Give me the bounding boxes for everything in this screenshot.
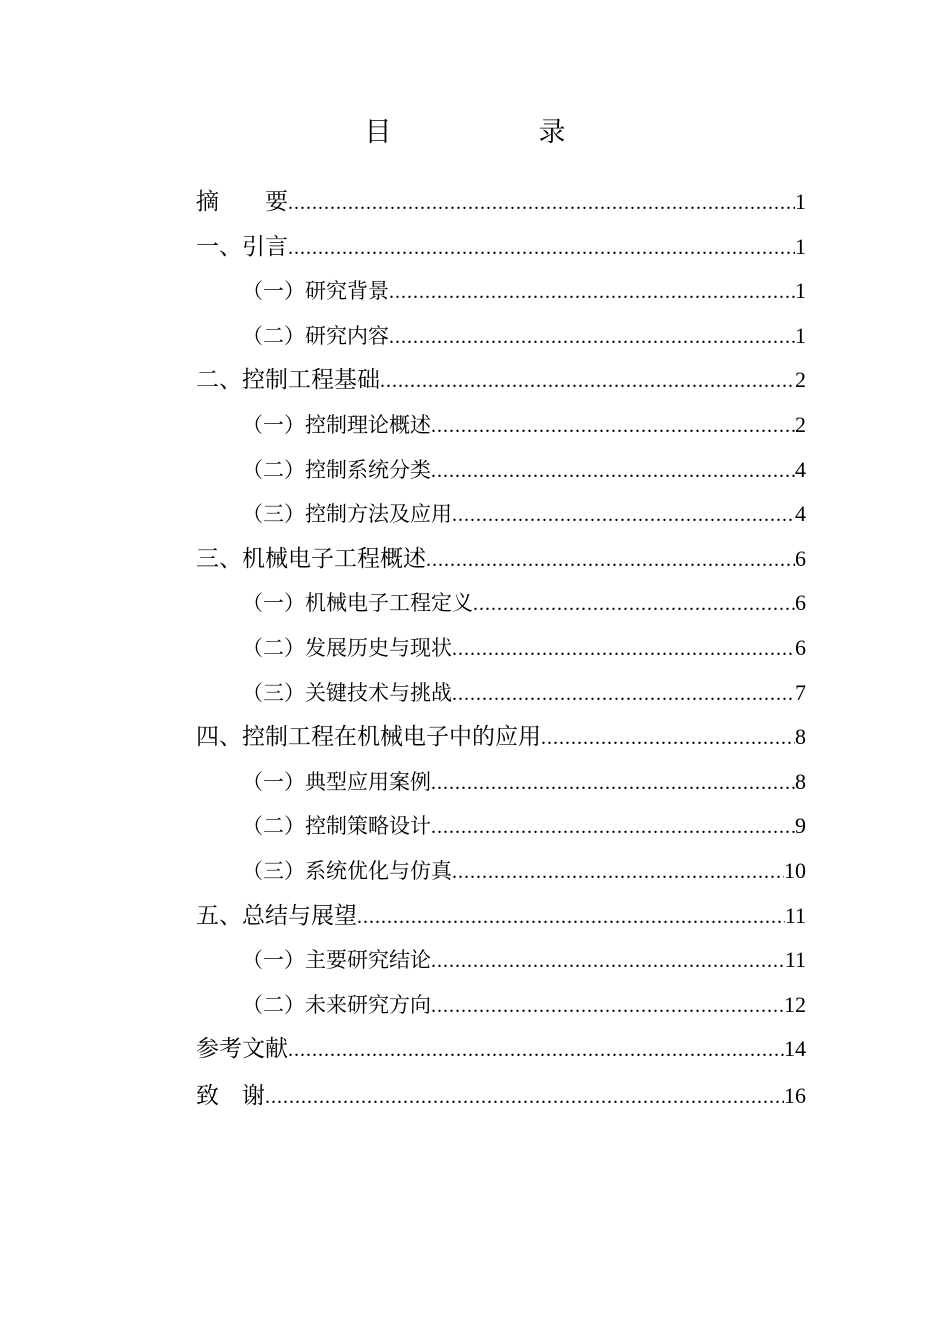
dot-leader <box>380 359 795 403</box>
dot-leader <box>431 984 784 1028</box>
dot-leader <box>541 716 795 760</box>
toc-entry[interactable] <box>196 1027 806 1072</box>
toc-entry[interactable] <box>196 671 806 716</box>
toc-entry[interactable] <box>196 894 806 939</box>
toc-entry-label: （二）控制系统分类 <box>242 457 431 482</box>
toc-page-number: 8 <box>795 768 806 794</box>
toc-entry-label: （一）研究背景 <box>242 279 389 304</box>
toc-entry-label: 致 谢 <box>196 1082 265 1109</box>
dot-leader <box>389 315 795 359</box>
toc-page-number: 2 <box>795 411 806 437</box>
toc-entry[interactable] <box>196 180 806 225</box>
toc-page-number: 9 <box>795 813 806 839</box>
dot-leader <box>431 761 795 805</box>
toc-page-number: 6 <box>795 545 806 571</box>
toc-entry[interactable] <box>196 581 806 626</box>
toc-list <box>196 180 806 1120</box>
toc-entry-label: 三、机械电子工程概述 <box>196 545 426 572</box>
dot-leader <box>288 181 795 225</box>
toc-entry-label: （三）系统优化与仿真 <box>242 858 452 883</box>
toc-entry[interactable] <box>196 358 806 403</box>
toc-entry-label: 二、控制工程基础 <box>196 367 380 394</box>
toc-entry[interactable] <box>196 448 806 493</box>
toc-page-number: 6 <box>795 590 806 616</box>
toc-page-number: 4 <box>795 501 806 527</box>
toc-entry[interactable] <box>196 626 806 671</box>
dot-leader <box>473 582 795 626</box>
toc-entry-label: 摘 要 <box>196 189 288 215</box>
dot-leader <box>288 226 795 270</box>
dot-leader <box>452 850 784 894</box>
toc-entry[interactable] <box>196 225 806 270</box>
toc-page-number: 6 <box>795 634 806 660</box>
toc-entry-label: （二）未来研究方向 <box>242 992 431 1017</box>
toc-entry[interactable] <box>196 938 806 983</box>
toc-entry-label: 一、引言 <box>196 233 288 260</box>
toc-title: 目 录 <box>364 117 626 148</box>
toc-page-number: 11 <box>784 947 806 973</box>
toc-page-number: 1 <box>795 322 806 348</box>
toc-entry-label: （二）控制策略设计 <box>242 814 431 839</box>
dot-leader <box>452 672 795 716</box>
toc-entry-label: （一）机械电子工程定义 <box>242 591 473 616</box>
toc-entry-label: 四、控制工程在机械电子中的应用 <box>196 724 541 751</box>
dot-leader <box>452 627 795 671</box>
toc-page-number: 1 <box>795 189 806 214</box>
toc-page-number: 1 <box>795 278 806 304</box>
toc-entry[interactable] <box>196 760 806 805</box>
toc-entry-label: （一）控制理论概述 <box>242 412 431 437</box>
toc-entry[interactable] <box>196 537 806 582</box>
toc-entry[interactable] <box>196 492 806 537</box>
toc-entry-label: （二）发展历史与现状 <box>242 635 452 660</box>
toc-page-number: 2 <box>795 367 806 393</box>
toc-entry-label: （一）主要研究结论 <box>242 948 431 973</box>
toc-entry-label: 五、总结与展望 <box>196 902 357 929</box>
toc-page-number: 8 <box>795 724 806 750</box>
toc-entry[interactable] <box>196 849 806 894</box>
dot-leader <box>431 805 795 849</box>
toc-page-number: 16 <box>784 1082 806 1108</box>
toc-entry-label: 参考文献 <box>196 1036 288 1063</box>
dot-leader <box>431 404 795 448</box>
dot-leader <box>431 449 795 493</box>
toc-entry[interactable] <box>196 314 806 359</box>
dot-leader <box>265 1073 784 1120</box>
toc-page-number: 4 <box>795 456 806 482</box>
dot-leader <box>431 939 785 983</box>
toc-page-number: 12 <box>784 991 806 1017</box>
toc-page-number: 10 <box>784 857 806 883</box>
dot-leader <box>452 493 795 537</box>
toc-entry-label: （三）控制方法及应用 <box>242 502 452 527</box>
toc-entry[interactable] <box>196 269 806 314</box>
toc-entry[interactable] <box>196 403 806 448</box>
toc-entry[interactable] <box>196 1072 806 1120</box>
toc-entry[interactable] <box>196 804 806 849</box>
toc-page-number: 14 <box>784 1036 806 1062</box>
dot-leader <box>357 895 785 939</box>
dot-leader <box>389 270 795 314</box>
dot-leader <box>288 1028 784 1072</box>
toc-entry[interactable] <box>196 715 806 760</box>
toc-page-number: 1 <box>795 233 806 259</box>
toc-entry[interactable] <box>196 983 806 1028</box>
toc-page-number: 7 <box>795 679 806 705</box>
toc-entry-label: （一）典型应用案例 <box>242 769 431 794</box>
toc-page-number: 11 <box>784 902 806 928</box>
toc-entry-label: （二）研究内容 <box>242 323 389 348</box>
dot-leader <box>426 538 795 582</box>
toc-entry-label: （三）关键技术与挑战 <box>242 680 452 705</box>
